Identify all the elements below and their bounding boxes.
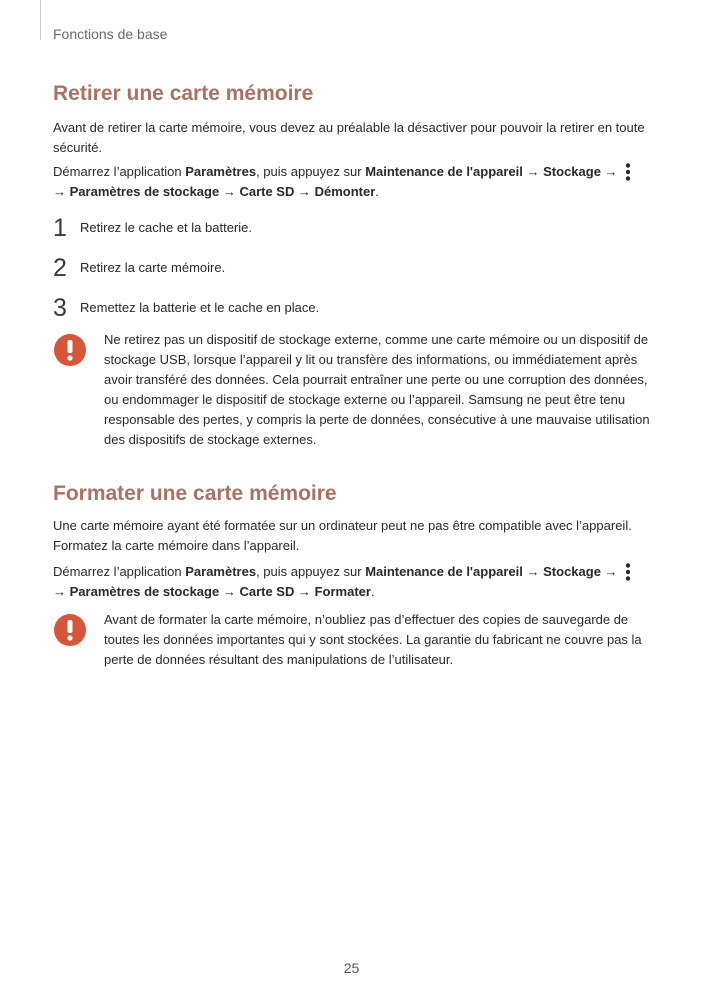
warning-icon bbox=[53, 613, 87, 647]
step-text: Retirez la carte mémoire. bbox=[80, 260, 226, 275]
remove-intro: Avant de retirer la carte mémoire, vous devez au préalable la désactiver pour pouvoir la retirer en toute sécurité. bbox=[53, 120, 645, 155]
more-options-icon bbox=[625, 163, 631, 181]
step-text: Remettez la batterie et le cache en place. bbox=[80, 300, 320, 315]
format-intro: Une carte mémoire ayant été formatée sur un ordinateur peut ne pas être compatible avec l’appareil. Formatez la carte mémoire dans l’appareil. bbox=[53, 518, 632, 553]
section-title-remove: Retirer une carte mémoire bbox=[53, 82, 314, 105]
page-number: 25 bbox=[343, 960, 360, 976]
more-options-icon bbox=[625, 563, 631, 581]
header-section-title: Fonctions de base bbox=[53, 26, 168, 42]
step-text: Retirez le cache et la batterie. bbox=[80, 220, 252, 235]
section-title-format: Formater une carte mémoire bbox=[53, 482, 337, 505]
step-number: 3 bbox=[53, 294, 67, 322]
header-divider bbox=[40, 0, 41, 40]
format-warning-text: Avant de formater la carte mémoire, n’oubliez pas d’effectuer des copies de sauvegarde de toutes les données importantes qui y sont stockées. La garantie du fabricant ne couvre pas la perte de données résultant des manipulations de l’utilisateur. bbox=[104, 612, 642, 667]
format-path: Démarrez l’application Paramètres, puis appuyez sur Maintenance de l'appareil → Stockage → → Paramètres de stockage → Carte SD → Formater. bbox=[53, 562, 653, 602]
remove-warning-text: Ne retirez pas un dispositif de stockage externe, comme une carte mémoire ou un dispositif de stockage USB, lorsque l’appareil y lit ou transfère des informations, ou immédiatement après avoir transféré des données. Cela pourrait entraîner une perte ou une corruption des données, ou endommager le dispositif de stockage externe ou l’appareil. Samsung ne peut être tenu responsable des pertes, y compris la perte de données, consécutive à une mauvaise utilisation des dispositifs de stockage externes. bbox=[104, 332, 650, 447]
step-number: 1 bbox=[53, 214, 67, 242]
step-number: 2 bbox=[53, 254, 67, 282]
remove-path: Démarrez l’application Paramètres, puis appuyez sur Maintenance de l'appareil → Stockage → → Paramètres de stockage → Carte SD → Démonter. bbox=[53, 162, 653, 202]
warning-icon bbox=[53, 333, 87, 367]
